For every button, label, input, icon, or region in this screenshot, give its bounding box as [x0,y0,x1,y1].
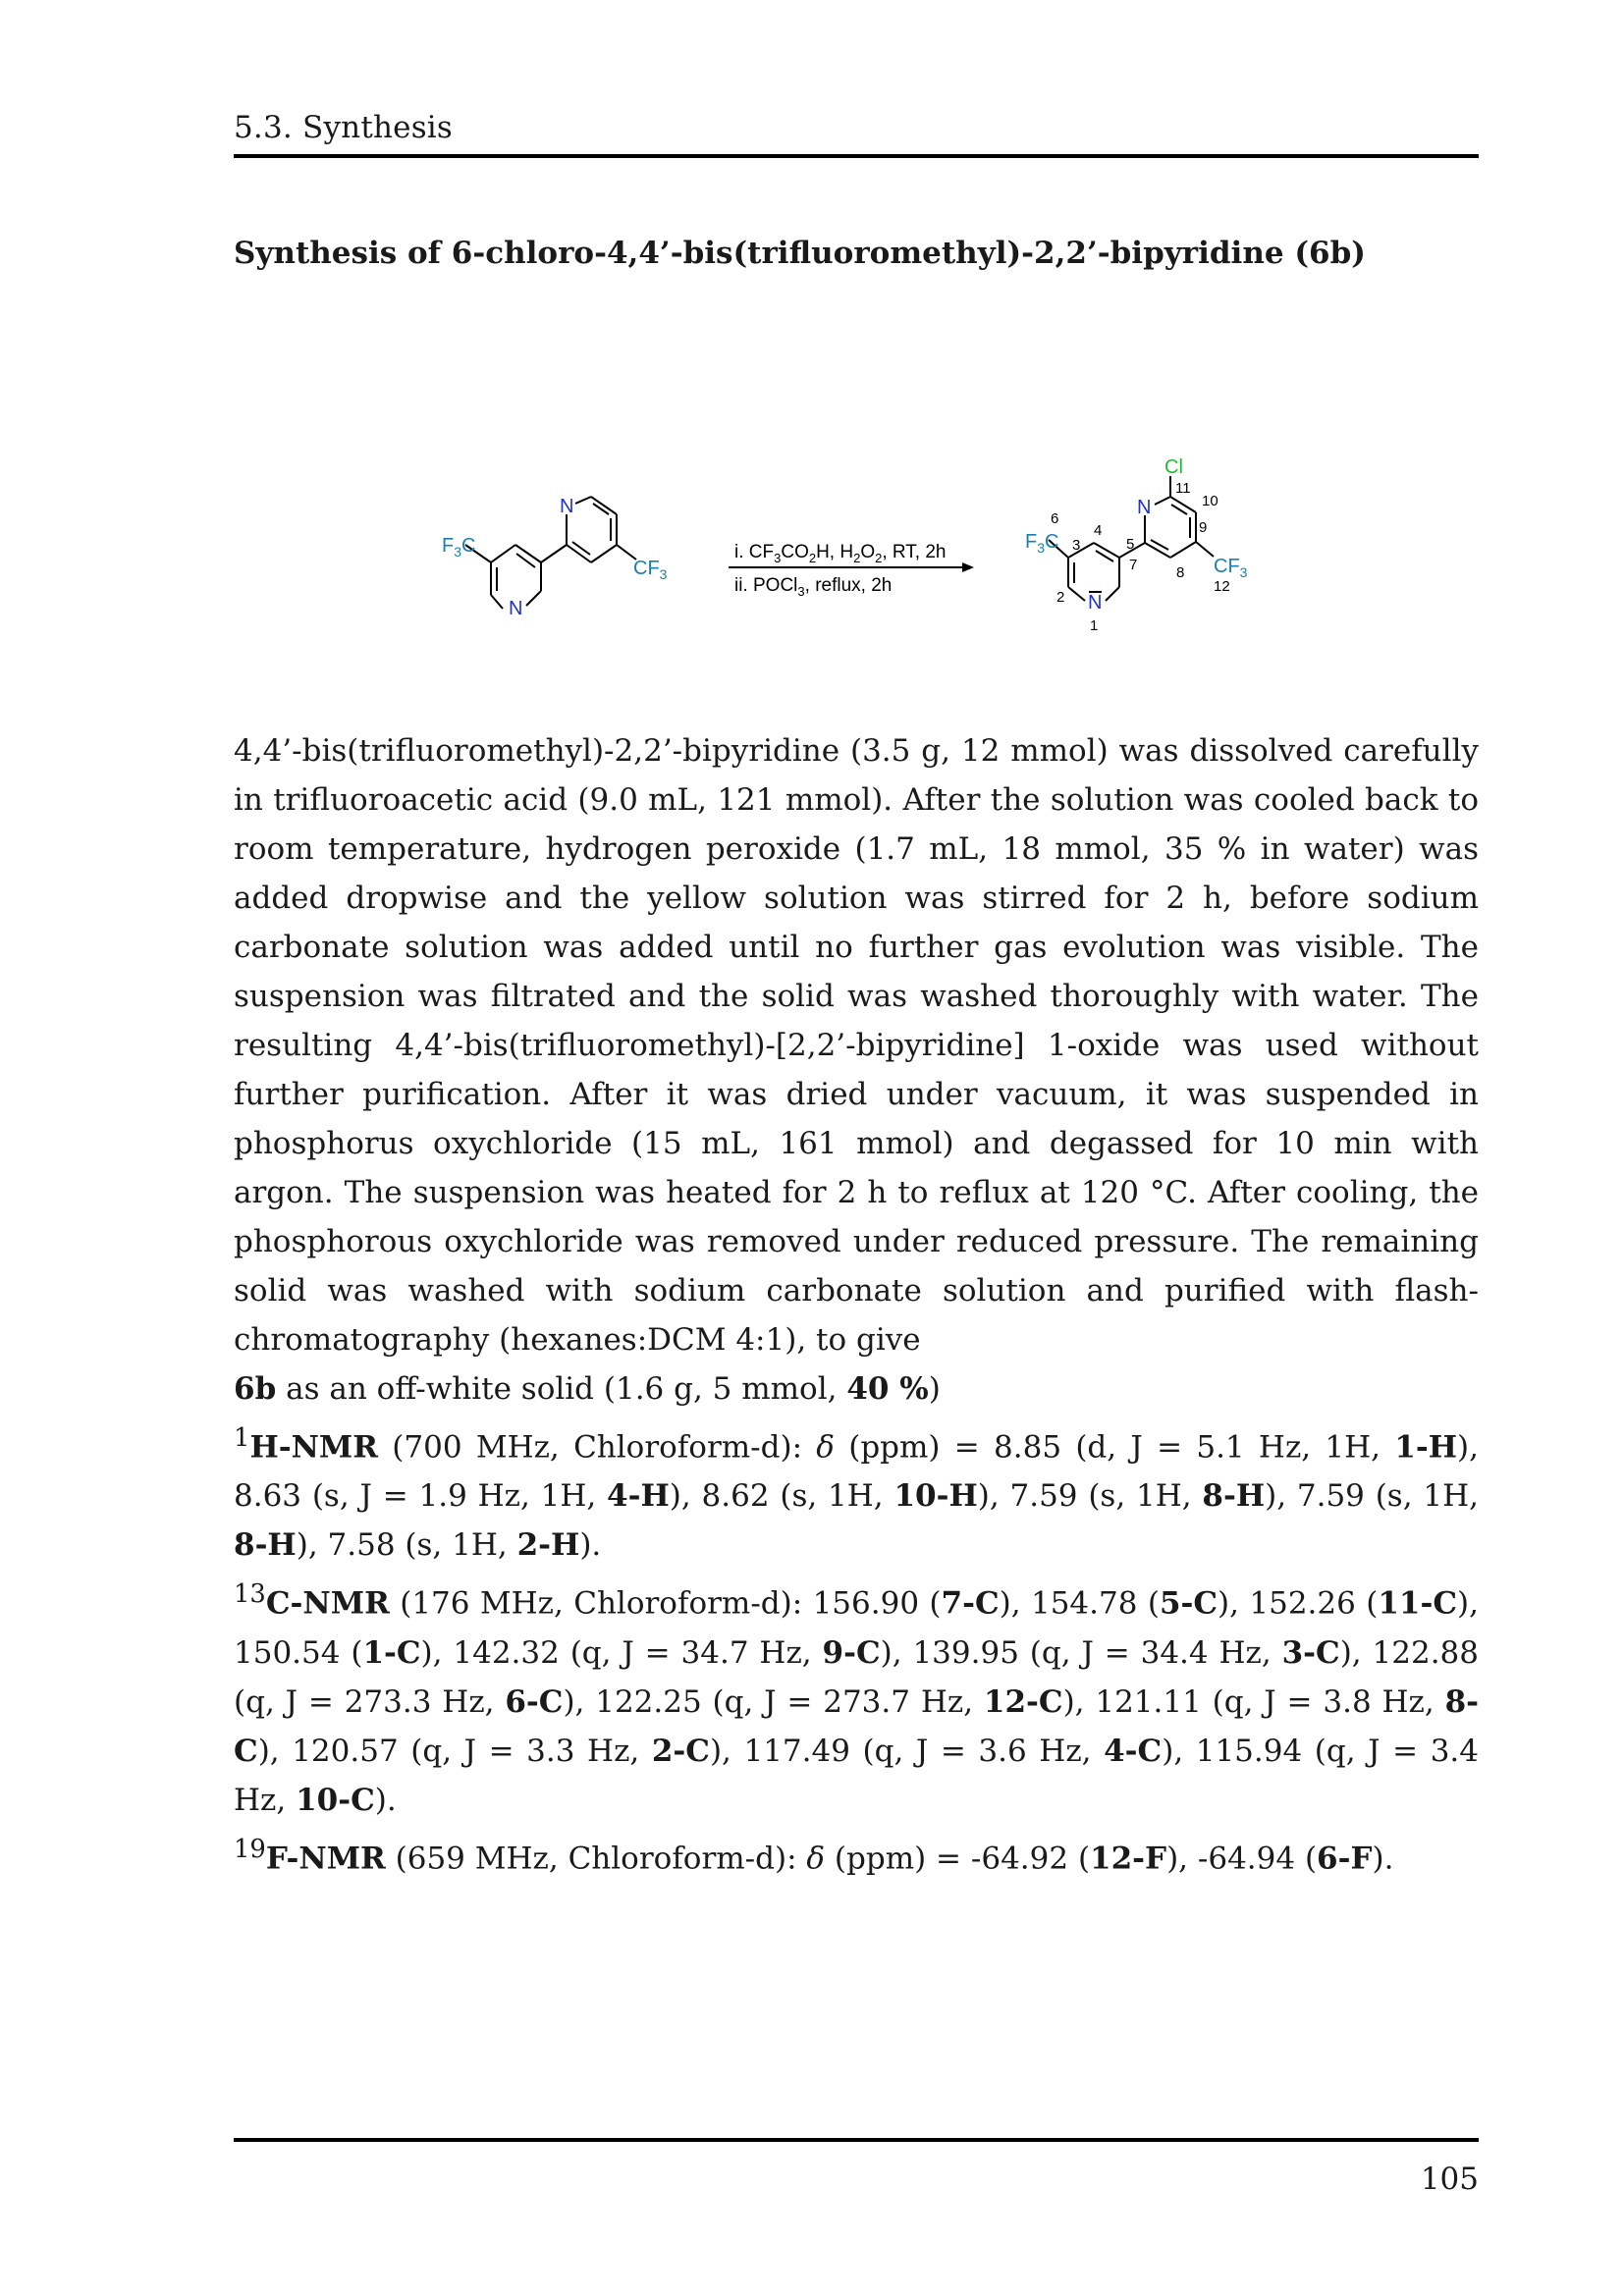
start-cf3-right: $CF_3$ [633,558,668,582]
h-nmr-data: $^1$H-NMR (700 MHz, Chloroform-d): δ (ppm) = 8.85 (d, J = 5.1 Hz, 1H, 1-H), 8.63 (s, J = 1.9 Hz, 1H, 4-H), 8.62 (s, 1H, 10-H), 7.59 (s, 1H, 8-H), 7.59 (s, 1H, 8-H), 7.58 (s, 1H, 2-H). [234,1423,1479,1564]
svg-text:6: 6 [1051,510,1059,527]
yield-percent: 40 % [846,1371,929,1407]
reaction-arrow [729,562,974,572]
section-title: Synthesis of 6-chloro-4,4’-bis(trifluoromethyl)-2,2’-bipyridine (6b) [234,236,1366,271]
svg-text:8: 8 [1176,564,1185,581]
start-n-top: N [560,496,574,517]
c-nmr-data: $^{13}$C-NMR (176 MHz, Chloroform-d): 156.90 (7-C), 154.78 (5-C), 152.26 (11-C), 150.54 (1-C), 142.32 (q, J = 34.7 Hz, 9-C), 139.95 (q, J = 34.4 Hz, 3-C), 122.88 (q, J = 273.3 Hz, 6-C), 122.25 (q, J = 273.7 Hz, 12-C), 121.11 (q, J = 3.8 Hz, 8-C), 120.57 (q, J = 3.3 Hz, 2-C), 117.49 (q, J = 3.6 Hz, 4-C), 115.94 (q, J = 3.4 Hz, 10-C). [234,1579,1479,1818]
reagents-line-1: i. $CF_3CO_2H$, $H_2O_2$, RT, 2h [734,542,947,565]
starting-material-bonds [465,497,636,609]
f-nmr-data: $^{19}$F-NMR (659 MHz, Chloroform-d): δ (ppm) = -64.92 (12-F), -64.94 (6-F). [234,1834,1394,1876]
svg-text:5: 5 [1126,536,1135,553]
reaction-scheme [422,422,1286,658]
product-cf3-right: $CF_3$ [1214,556,1248,580]
svg-text:12: 12 [1214,578,1230,595]
experimental-section [234,726,1479,1883]
reagents-line-2: ii. POCl$_3$, reflux, 2h [734,575,893,599]
header-rule [234,154,1479,158]
product-label: 6b [234,1371,277,1407]
page-number: 105 [1420,2162,1479,2197]
svg-text:10: 10 [1202,493,1218,509]
svg-text:7: 7 [1129,557,1138,573]
procedure-paragraph: 4,4’-bis(trifluoromethyl)-2,2’-bipyridine (3.5 g, 12 mmol) was dissolved carefully in trifluoroacetic acid (9.0 mL, 121 mmol). After the solution was cooled back to room temperature, hydrogen peroxide (1.7 mL, 18 mmol, 35 % in water) was added dropwise and the yellow solution was stirred for 2 h, before sodium carbonate solution was added until no further gas evolution was visible. The suspension was filtrated and the solid was washed thoroughly with water. The resulting 4,4’-bis(trifluoromethyl)-[2,2’-bipyridine] 1-oxide was used without further purification. After it was dried under vacuum, it was suspended in phosphorus oxychloride (15 mL, 161 mmol) and degassed for 10 min with argon. The suspension was heated for 2 h to reflux at 120 °C. After cooling, the phosphorous oxychloride was removed under reduced pressure. The remaining solid was washed with sodium carbonate solution and purified with flash-chromatography (hexanes:DCM 4:1), to give 6b as an off-white solid (1.6 g, 5 mmol, 40 %) [234,733,1479,1407]
start-cf3-left: $F_3C$ [442,535,476,560]
svg-text:3: 3 [1072,537,1081,554]
procedure-text: 4,4’-bis(trifluoromethyl)-2,2’-bipyridine (3.5 g, 12 mmol) was dissolved carefully in trifluoroacetic acid (9.0 mL, 121 mmol). After the solution was cooled back to room temperature, hydrogen peroxide (1.7 mL, 18 mmol, 35 % in water) was added dropwise and the yellow solution was stirred for 2 h, before sodium carbonate solution was added until no further gas evolution was visible. The suspension was filtrated and the solid was washed thoroughly with water. The resulting 4,4’-bis(trifluoromethyl)-[2,2’-bipyridine] 1-oxide was used without further purification. After it was dried under vacuum, it was suspended in phosphorus oxychloride (15 mL, 161 mmol) and degassed for 10 min with argon. The suspension was heated for 2 h to reflux at 120 °C. After cooling, the phosphorous oxychloride was removed under reduced pressure. The remaining solid was washed with sodium carbonate solution and purified with flash-chromatography (hexanes:DCM 4:1), to give [234,733,1479,1358]
footer-rule [234,2138,1479,2142]
product-cf3-left: $F_3C$ [1025,531,1059,556]
yield-text: as an off-white solid (1.6 g, 5 mmol, [286,1371,838,1407]
product-n-top: N [1137,497,1152,518]
svg-text:4: 4 [1094,522,1103,539]
product-cl: Cl [1164,456,1183,478]
product-n-bottom: N [1088,592,1103,614]
running-head: 5.3. Synthesis [234,110,454,145]
start-n-bottom: N [509,598,523,619]
svg-text:9: 9 [1199,519,1208,536]
svg-text:1: 1 [1090,617,1099,634]
svg-text:2: 2 [1056,589,1065,606]
svg-text:11: 11 [1175,480,1191,497]
